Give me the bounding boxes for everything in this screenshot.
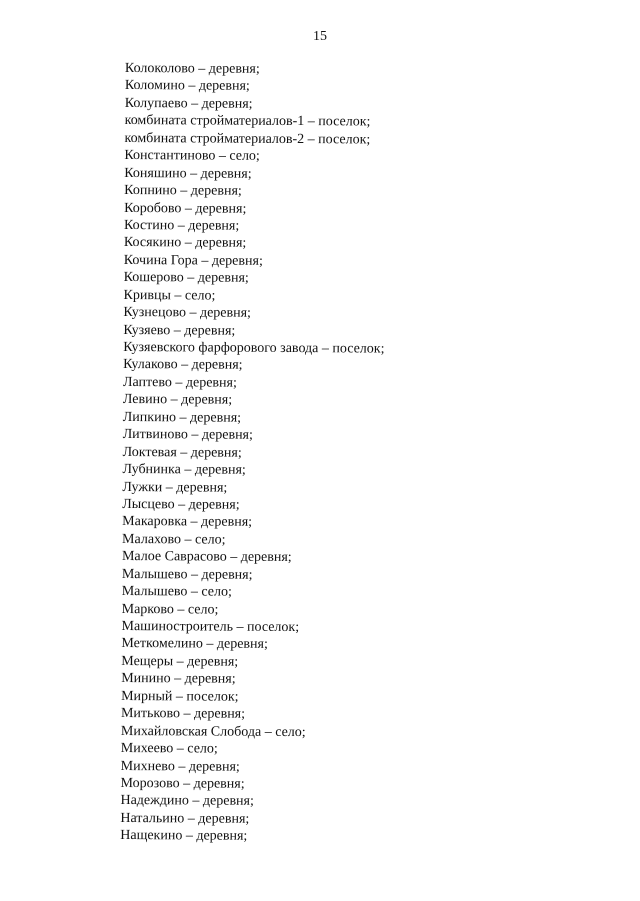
list-item: Косякино – деревня; — [123, 235, 247, 252]
list-item: Мирный – поселок; — [121, 688, 239, 705]
list-item: Коробово – деревня; — [124, 200, 247, 217]
list-item: Лубнинка – деревня; — [122, 462, 246, 478]
settlement-list — [120, 60, 386, 846]
list-item: Кулаково – деревня; — [123, 357, 243, 374]
page-number: 15 — [313, 29, 327, 44]
list-item: Марково – село; — [121, 601, 219, 618]
list-item: Кузяевского фарфорового завода – поселок; — [123, 339, 385, 357]
list-item: Колоколово – деревня; — [124, 60, 260, 77]
list-item: Малышево – село; — [121, 584, 232, 600]
list-item: комбината стройматериалов-2 – поселок; — [124, 130, 371, 148]
list-item: Макаровка – деревня; — [122, 514, 253, 531]
list-item: Мещеры – деревня; — [121, 653, 239, 670]
list-item: Михнево – деревня; — [120, 758, 240, 775]
list-item: Копнино – деревня; — [124, 183, 242, 199]
list-item: комбината стройматериалов-1 – поселок; — [124, 113, 371, 130]
list-item: Михеево – село; — [120, 741, 218, 757]
list-item: Кузяево – деревня; — [123, 322, 236, 339]
list-item: Натальино – деревня; — [120, 810, 250, 827]
list-item: Лысцево – деревня; — [122, 496, 240, 513]
list-item: Малышево – деревня; — [121, 566, 253, 583]
list-item: Надеждино – деревня; — [120, 793, 254, 810]
list-item: Левино – деревня; — [122, 392, 233, 408]
list-item: Костино – деревня; — [123, 217, 240, 234]
list-item: Константиново – село; — [124, 148, 260, 165]
list-item: Литвиново – деревня; — [122, 427, 253, 443]
list-item: Кошерово – деревня; — [123, 270, 249, 287]
list-item: Машиностроитель – поселок; — [121, 618, 300, 636]
list-item: Коняшино – деревня; — [124, 165, 252, 182]
list-item: Митьково – деревня; — [120, 706, 246, 722]
list-item: Лаптево – деревня; — [122, 374, 237, 391]
list-item: Локтевая – деревня; — [122, 444, 242, 461]
list-item: Кузнецово – деревня; — [123, 305, 252, 321]
list-item: Малахово – село; — [122, 531, 226, 548]
list-item: Лужки – деревня; — [122, 479, 228, 496]
list-item: Меткомелино – деревня; — [121, 636, 268, 653]
list-item: Нащекино – деревня; — [120, 828, 248, 845]
list-item: Михайловская Слобода – село; — [120, 723, 306, 740]
list-item: Малое Саврасово – деревня; — [121, 549, 292, 566]
list-item: Кривцы – село; — [123, 287, 216, 304]
list-item: Морозово – деревня; — [120, 775, 245, 792]
list-item: Минино – деревня; — [121, 671, 236, 687]
list-item: Колупаево – деревня; — [124, 95, 253, 112]
list-item: Кочина Гора – деревня; — [123, 252, 263, 269]
list-item: Липкино – деревня; — [122, 409, 242, 426]
list-item: Коломино – деревня; — [124, 78, 250, 95]
